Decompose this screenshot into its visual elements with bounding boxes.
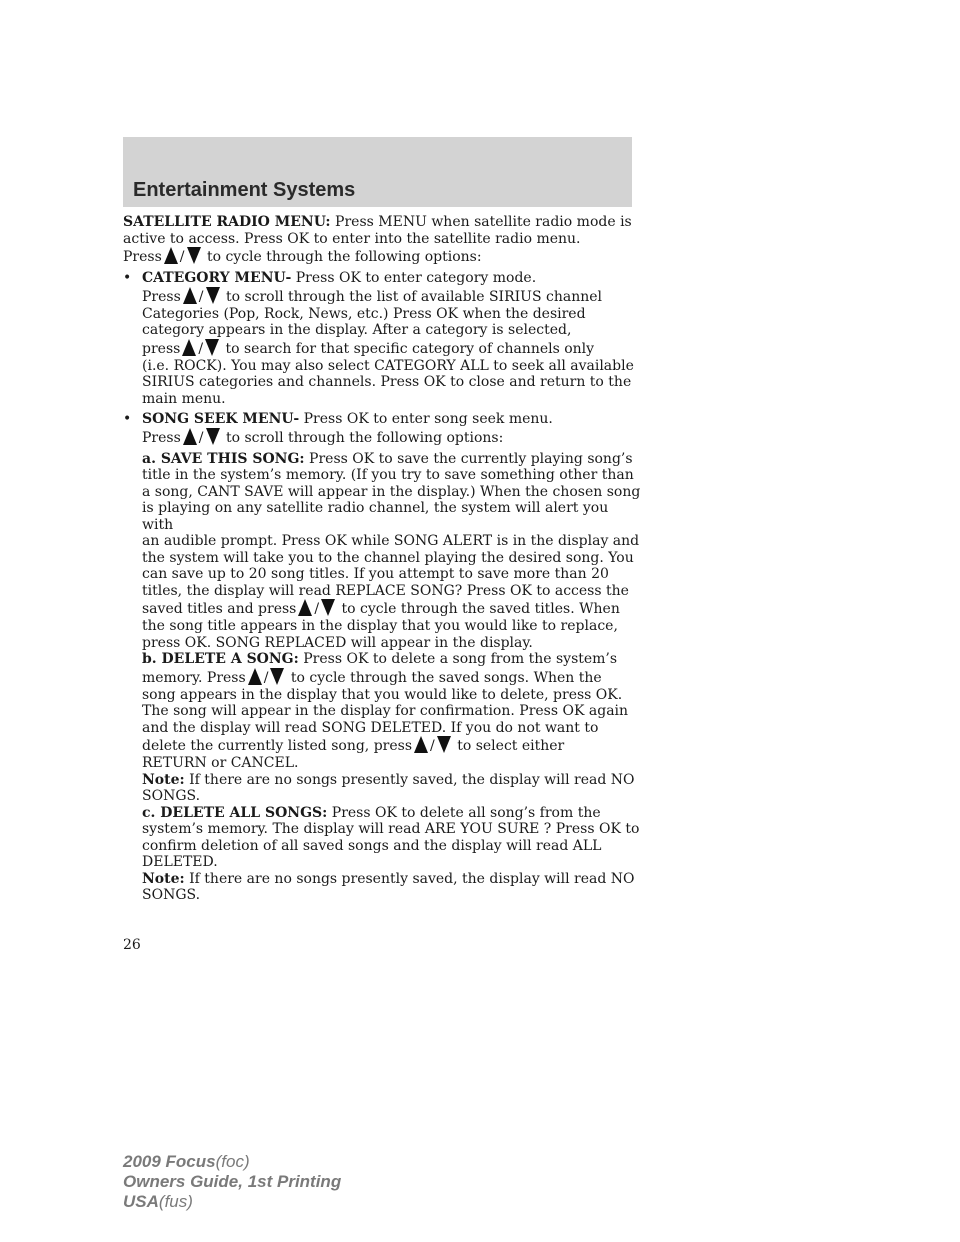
page-number: 26 [123, 937, 141, 953]
delete-a-song-heading: b. DELETE A SONG: [142, 651, 299, 667]
up-down-arrow-icons: / [183, 428, 220, 451]
section-title: Entertainment Systems [133, 179, 356, 201]
arrow-down-icon [321, 599, 335, 616]
arrow-down-icon [187, 247, 201, 264]
arrow-down-icon [206, 428, 220, 445]
section-header-band [123, 137, 632, 207]
up-down-arrow-icons: / [298, 599, 335, 622]
arrow-down-icon [437, 736, 451, 753]
up-down-arrow-icons: / [248, 668, 285, 691]
footer-region: USA [123, 1192, 159, 1211]
category-menu-item: • CATEGORY MENU- Press OK to enter category mode. Press / to scroll through the list of available SIRIUS channel Categories (Pop, Rock, News, etc.) Press OK when the desired category appears in the display. After a category is selected, press / to search for that specific category of channels only (i.e. ROCK). You may also select CATEGORY ALL to seek all available SIRIUS categories and channels. Press OK to close and return to the main menu. [123, 270, 634, 407]
arrow-down-icon [205, 339, 219, 356]
arrow-up-icon [183, 287, 197, 304]
delete-all-songs-heading: c. DELETE ALL SONGS: [142, 804, 328, 821]
category-menu-heading: CATEGORY MENU- [142, 270, 292, 286]
footer-model-code: (foc) [215, 1152, 250, 1171]
footer-guide: Owners Guide, 1st Printing [123, 1172, 342, 1191]
up-down-arrow-icons: / [164, 247, 201, 270]
footer-model: 2009 Focus [123, 1152, 216, 1171]
arrow-down-icon [206, 287, 220, 304]
up-down-arrow-icons: / [183, 287, 220, 310]
arrow-down-icon [270, 668, 284, 685]
bullet: • [123, 270, 132, 286]
song-seek-menu-item: • SONG SEEK MENU- Press OK to enter song seek menu. Press / to scroll through the following options: a. SAVE THIS SONG: Press OK to save the currently playing song’s title in the system’s memory. (If you try to save something other than a song, CANT SAVE will appear in the display.) When the chosen song is playing on any satellite radio channel, the system will alert you with an audible prompt. Press OK while SONG ALERT is in the display and the system will take you to the channel playing the desired song. You can save up to 20 song titles. If you attempt to save more than 20 titles, the display will read REPLACE SONG? Press OK to access the saved titles and press / to cycle through the saved titles. When the song title appears in the display that you would like to replace, press OK. SONG REPLACED will appear in the display. b. DELETE A SONG: Press OK to delete a song from the system’s memory. Press / to cycle through the saved songs. When the song appears in the display that you would like to delete, press OK. The song will appear in the display for confirmation. Press OK again and the display will read SONG DELETED. If you do not want to delete the currently listed song, press / to select either RETURN or CANCEL. Note: If there are no songs presently saved, the display will read NO SONGS. c. DELETE ALL SONGS: Press OK to delete all song’s from the system’s memory. The display will read ARE YOU SURE ? Press OK to confirm deletion of all saved songs and the display will read ALL DELETED. Note: If there are no songs presently saved, the display will read NO SONGS. [123, 411, 641, 903]
arrow-up-icon [248, 668, 262, 685]
note-label: Note: [142, 870, 185, 887]
note-label: Note: [142, 771, 185, 788]
song-seek-menu-heading: SONG SEEK MENU- [142, 411, 300, 427]
arrow-up-icon [164, 247, 178, 264]
intro-heading: SATELLITE RADIO MENU: [123, 214, 331, 230]
arrow-up-icon [183, 428, 197, 445]
arrow-up-icon [414, 736, 428, 753]
arrow-up-icon [182, 339, 196, 356]
arrow-up-icon [298, 599, 312, 616]
up-down-arrow-icons: / [414, 736, 451, 759]
up-down-arrow-icons: / [182, 339, 219, 362]
page-body [123, 214, 643, 904]
intro-paragraph: SATELLITE RADIO MENU: Press MENU when satellite radio mode is active to access. Press OK to enter into the satellite radio menu. Press / to cycle through the following options: [123, 214, 643, 266]
bullet: • [123, 411, 132, 427]
document-footer [123, 1152, 341, 1212]
footer-region-code: (fus) [158, 1192, 193, 1211]
save-this-song-heading: a. SAVE THIS SONG: [142, 450, 305, 467]
